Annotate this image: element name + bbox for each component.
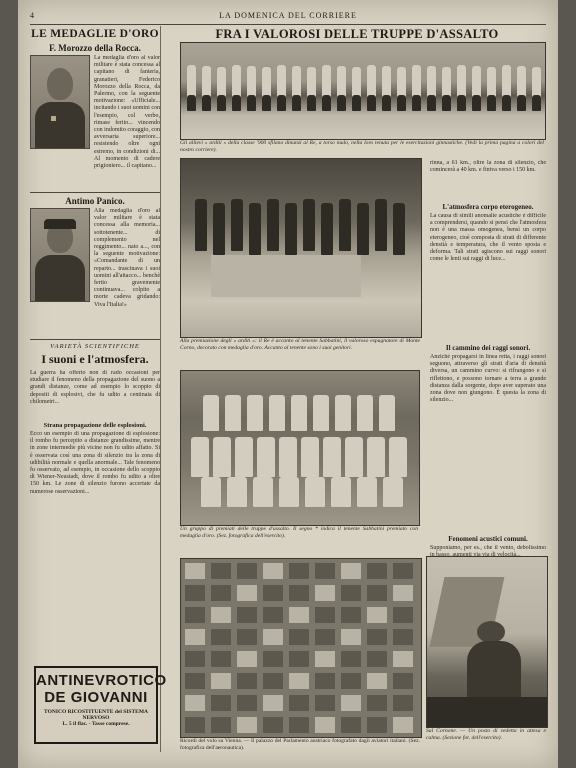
soldier-legs (412, 95, 421, 111)
portrait-cap (44, 219, 76, 229)
soldier-legs (292, 95, 301, 111)
city-block (367, 585, 387, 601)
city-block (211, 629, 231, 645)
city-block (289, 695, 309, 711)
city-block (289, 607, 309, 623)
soldier-front-row (331, 477, 351, 507)
city-block (341, 673, 361, 689)
city-block (367, 629, 387, 645)
city-block (185, 717, 205, 733)
city-block (185, 585, 205, 601)
standing-figure (231, 199, 243, 251)
soldier-legs (367, 95, 376, 111)
standing-figure (321, 203, 333, 255)
city-block (393, 717, 413, 733)
soldier-front-row (357, 477, 377, 507)
soldier-legs (247, 95, 256, 111)
soldier-legs (532, 95, 541, 111)
masthead: LA DOMENICA DEL CORRIERE (219, 11, 357, 20)
city-block (237, 695, 257, 711)
city-block (289, 673, 309, 689)
city-block (185, 673, 205, 689)
standing-figure (213, 203, 225, 255)
city-block (237, 651, 257, 667)
rock-ground (427, 697, 547, 727)
soldier-middle-row (279, 437, 297, 477)
soldier-middle-row (301, 437, 319, 477)
city-block (393, 695, 413, 711)
soldier-legs (487, 95, 496, 111)
soldier-front-row (279, 477, 299, 507)
city-block (315, 585, 335, 601)
soldier-back-row (335, 395, 351, 431)
soldier-middle-row (191, 437, 209, 477)
science-title: I suoni e l'atmosfera. (41, 352, 149, 366)
soldier-legs (397, 95, 406, 111)
ad-line-4: L. 5 il flac. - Tasse comprese. (62, 721, 130, 727)
city-block (211, 563, 231, 579)
city-block (211, 695, 231, 711)
soldier-middle-row (345, 437, 363, 477)
city-block (263, 563, 283, 579)
standing-figure (285, 203, 297, 255)
sentinel-body (467, 641, 521, 701)
soldier-legs (277, 95, 286, 111)
soldier-legs (322, 95, 331, 111)
photo-sentinel (426, 556, 548, 728)
city-block (263, 717, 283, 733)
city-block (315, 695, 335, 711)
city-block (367, 717, 387, 733)
city-block (263, 607, 283, 623)
soldier-back-row (247, 395, 263, 431)
soldier-legs (307, 95, 316, 111)
newspaper-page (18, 0, 558, 768)
soldier-legs (337, 95, 346, 111)
soldier-front-row (201, 477, 221, 507)
photo-group (180, 370, 420, 526)
soldier-legs (442, 95, 451, 111)
entry-name-1: F. Morozzo della Rocca. (49, 43, 141, 53)
city-block (315, 717, 335, 733)
portrait-uniform (35, 255, 85, 301)
soldier-back-row (203, 395, 219, 431)
city-block (315, 673, 335, 689)
soldier-back-row (357, 395, 373, 431)
soldier-legs (457, 95, 466, 111)
city-block (237, 717, 257, 733)
city-block (263, 651, 283, 667)
marching-soldier (277, 65, 286, 99)
standing-figure (195, 199, 207, 251)
page-header (30, 8, 546, 25)
photo-aerial-vienna (180, 558, 422, 738)
city-block (237, 563, 257, 579)
soldier-middle-row (367, 437, 385, 477)
city-block (185, 607, 205, 623)
soldier-front-row (305, 477, 325, 507)
marching-soldier (502, 65, 511, 99)
city-block (185, 563, 205, 579)
divider (30, 339, 160, 340)
city-block (211, 607, 231, 623)
city-block (315, 651, 335, 667)
platform-steps (211, 255, 361, 297)
city-block (367, 607, 387, 623)
marching-soldier (367, 65, 376, 99)
standing-figure (249, 203, 261, 255)
ad-line-3: TONICO RICOSTITUENTE del SISTEMA NERVOSO (44, 709, 148, 721)
left-column (30, 26, 167, 752)
advertisement-box (34, 666, 167, 744)
soldier-legs (187, 95, 196, 111)
soldier-legs (427, 95, 436, 111)
page-number: 4 (30, 11, 35, 20)
right-para-2: Anzichè propagarsi in linea retta, i raggi sonori seguono, attraverso gli strati d'aria di densità diversa, un cammino curvo: si rifrangono e si riflettono, e possono tornare a terra a grande distanza dalla sorgente, dopo aver superato una zona dove non giungono. È questa la zona di silenzio... (430, 354, 546, 404)
portrait-morozzo (30, 55, 90, 149)
divider (30, 192, 160, 193)
marching-soldier (232, 65, 241, 99)
soldier-back-row (225, 395, 241, 431)
standing-figure (267, 199, 279, 251)
city-block (367, 563, 387, 579)
right-head-2: Il cammino dei raggi sonori. (445, 344, 531, 352)
soldier-middle-row (213, 437, 231, 477)
city-block (263, 585, 283, 601)
city-block (341, 585, 361, 601)
caption-parade: Gli allievi « arditi » della classe '900 sfilano dinanzi al Re, a torso nudo, nella loro tenuta per le esercitazioni ginnastiche. (Vedi la prima pagina a colori del nostro corriere). (180, 140, 544, 153)
ad-line-1: ANTINEVROTICO (36, 672, 167, 689)
standing-figure (339, 199, 351, 251)
standing-figure (393, 203, 405, 255)
city-block (237, 607, 257, 623)
city-block (315, 563, 335, 579)
portrait-uniform (35, 102, 85, 148)
city-block (393, 607, 413, 623)
soldier-front-row (227, 477, 247, 507)
caption-ceremony: Alla premiazione degli « arditi »: il Re è accanto al tenente Sabbatini, il valoroso espugnatore di Monte Corno, decorato con medaglia d'oro. Accanto al tenente sono i suoi genitori. (180, 338, 420, 351)
soldier-back-row (313, 395, 329, 431)
right-head-1: L'atmosfera corpo eterogeneo. (442, 203, 534, 211)
city-block (367, 673, 387, 689)
city-block (393, 651, 413, 667)
city-block (289, 563, 309, 579)
soldier-legs (517, 95, 526, 111)
soldier-legs (502, 95, 511, 111)
soldier-front-row (253, 477, 273, 507)
marching-soldier (322, 65, 331, 99)
soldier-back-row (291, 395, 307, 431)
soldier-legs (382, 95, 391, 111)
caption-sentinel: Sul Cornone. — Un posto di vedetta in attesa e calma. (Sezione fot. dell'esercito). (426, 728, 546, 741)
right-column (430, 160, 546, 561)
city-block (315, 629, 335, 645)
right-para-3: Supponiamo, per es., che il vento, debolissimo in basso, aumenti via via di velocità... (430, 545, 546, 559)
city-block (393, 673, 413, 689)
photo-parade (180, 42, 546, 140)
city-block (393, 585, 413, 601)
city-block (341, 695, 361, 711)
right-para-1: La causa di simili anomalie acustiche è difficile a comprendersi, quando si pensi che l'atmosfera non è una massa omogenea, bensì un corpo eterogeneo, cioè composta di strati di differente densità e temperatura, che il vento sposta e deforma. Tali strati agiscono sui raggi sonori come le lenti sui raggi di luce... (430, 213, 546, 263)
city-block (185, 629, 205, 645)
soldier-legs (217, 95, 226, 111)
soldier-middle-row (389, 437, 407, 477)
city-block (237, 629, 257, 645)
soldier-middle-row (235, 437, 253, 477)
standing-figure (375, 199, 387, 251)
city-block (263, 673, 283, 689)
science-intro: La guerra ha offerto non di rado occasioni per studiare il fenomeno della propagazione del suono a grandi distanze, come ad esempio lo scoppio di depositi di esplosivi, che fu udito a centinaia di chilometri... (30, 370, 160, 405)
city-block (211, 651, 231, 667)
city-block (289, 629, 309, 645)
portrait-panico (30, 208, 90, 302)
ad-line-2: DE GIOVANNI (44, 689, 148, 706)
soldier-legs (262, 95, 271, 111)
right-intro: rinna, a 61 km., oltre la zona di silenzio, che comincerà a 40 km. e finiva verso i 150 km. (430, 160, 546, 174)
soldier-legs (202, 95, 211, 111)
soldier-legs (472, 95, 481, 111)
right-head-3: Fenomeni acustici comuni. (448, 535, 528, 543)
soldier-middle-row (323, 437, 341, 477)
soldier-legs (352, 95, 361, 111)
city-block (185, 695, 205, 711)
soldier-back-row (379, 395, 395, 431)
city-block (367, 695, 387, 711)
standing-figure (303, 199, 315, 251)
city-block (211, 673, 231, 689)
city-block (289, 717, 309, 733)
city-block (237, 585, 257, 601)
main-title: FRA I VALOROSI DELLE TRUPPE D'ASSALTO (215, 27, 499, 41)
city-block (393, 629, 413, 645)
medal-icon (51, 116, 56, 121)
marching-soldier (457, 65, 466, 99)
marching-soldier (187, 65, 196, 99)
city-block (185, 651, 205, 667)
city-block (393, 563, 413, 579)
city-block (341, 717, 361, 733)
science-text: Ecco un esempio di una propagazione di esplosione: il rombo fu percepito a distanze grandissime, mentre in zone intermedie più vicine non fu udito affatto. Si è osservata così una zona di silenzio tra la zona di udibilità normale e quella anormale... Tale fenomeno fu osservato, ad esempio, in occasione dello scoppio di Wiener-Neustadt, dove il rombo fu udito a oltre 150 km. Le zone di silenzio furono accertate da numerose osservazioni... (30, 431, 160, 495)
marching-soldier (412, 65, 421, 99)
science-subhead: Strana propagazione delle esplosioni. (43, 422, 147, 429)
caption-group: Un gruppo di premiati delle truppe d'assalto. Il segno * indica il tenente Sabbatini premiato con medaglia d'oro. (Sez. fotografica dell'esercito). (180, 526, 418, 539)
entry-text-2: Alla medaglia d'oro al valor militare è stata concessa alla memoria... sottotenente... di complemento nel reggimento... nato a..., con la seguente motivazione: «Comandante di un reparto... trascinava i suoi uomini all'attacco... benchè ferito gravemente continuava... colpito a morte cadeva gridando: Viva l'Italia!» (94, 208, 160, 308)
varieta-label: VARIETÀ SCIENTIFICHE (50, 343, 140, 350)
city-block (211, 717, 231, 733)
city-block (341, 629, 361, 645)
city-block (289, 651, 309, 667)
city-block (341, 651, 361, 667)
city-block (341, 563, 361, 579)
soldier-back-row (269, 395, 285, 431)
city-block (237, 673, 257, 689)
city-block (289, 585, 309, 601)
standing-figure (357, 203, 369, 255)
entry-text-1: La medaglia d'oro al valor militare è stata concessa al capitano di fanteria, granatieri, Federico Morozzo della Rocca, da Palermo, con la seguente motivazione: «Ufficiale... incitando i suoi uomini con l'esempio, col verbo, rimase ferito... vincendo con indomito coraggio, con avversaria superiore... resistendo oltre ogni estremo, in condizioni di... Al momento di cadere prigioniero... il capitano... (94, 55, 160, 170)
soldier-front-row (383, 477, 403, 507)
city-block (263, 629, 283, 645)
photo-ceremony (180, 158, 422, 338)
city-block (315, 607, 335, 623)
sentinel-helmet (477, 621, 505, 643)
city-block (263, 695, 283, 711)
soldier-middle-row (257, 437, 275, 477)
city-block (367, 651, 387, 667)
city-block (211, 585, 231, 601)
medals-section-title: LE MEDAGLIE D'ORO (31, 28, 159, 40)
caption-aerial: Ricordi del volo su Vienna. — Il palazzo del Parlamento austriaco fotografato dagli aviatori italiani. (Sez. fotografica dell'aeronautica). (180, 738, 420, 751)
portrait-face (47, 68, 73, 100)
entry-name-2: Antimo Panico. (65, 196, 125, 206)
city-block (341, 607, 361, 623)
soldier-legs (232, 95, 241, 111)
